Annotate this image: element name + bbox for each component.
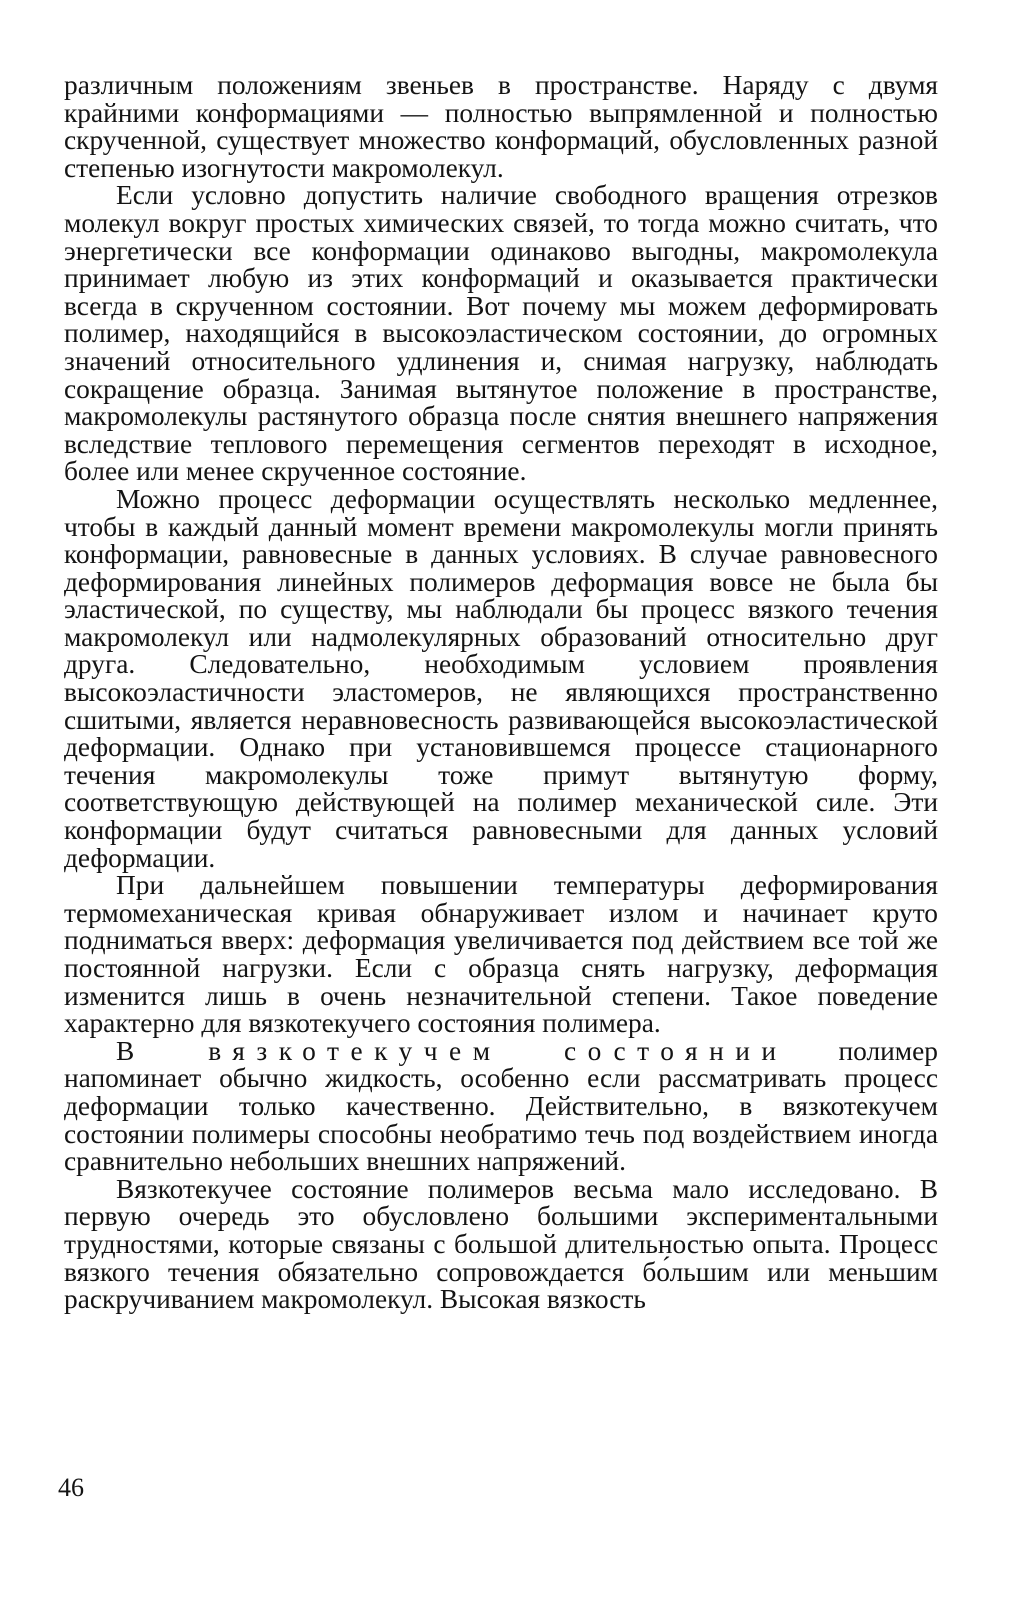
paragraph-6: Вязкотекучее состояние полимеров весьма мало исследовано. В первую очередь это обусловлено большими экспериментальными трудностями, которые связаны с большой длительностью опыта. Процесс вязкого течения обязательно сопровождается бо́льшим или меньшим раскручиванием макромолекул. Высокая вязкость — [64, 1173, 938, 1315]
page-number: 46 — [58, 1473, 84, 1502]
emphasized-term: В вязкотекучем состоянии — [116, 1035, 788, 1066]
page-body — [64, 72, 938, 1314]
paragraph-1: различным положениям звеньев в пространстве. Наряду с двумя крайними конформациями — полностью выпрямленной и полностью скрученной, существует множество конформаций, обусловленных разной степенью изогнутости макромолекул. — [64, 70, 938, 183]
paragraph-5-text: полимер напоминает обычно жидкость, особенно если рассматривать процесс деформации только качественно. Действительно, в вязкотекучем состоянии полимеры способны необратимо течь под воздействием иногда сравнительно небольших внешних напряжений. — [64, 1035, 938, 1177]
paragraph-3: Можно процесс деформации осуществлять несколько медленнее, чтобы в каждый данный момент времени макромолекулы могли принять конформации, равновесные в данных условиях. В случае равновесного деформирования линейных полимеров деформация вовсе не была бы эластической, по существу, мы наблюдали бы процесс вязкого течения макромолекул или надмолекулярных образований относительно друг друга. Следовательно, необходимым условием проявления высокоэластичности эластомеров, не являющихся пространственно сшитыми, является неравновесность развивающейся высокоэластической деформации. Однако при установившемся процессе стационарного течения макромолекулы тоже примут вытянутую форму, соответствующую действующей на полимер механической силе. Эти конформации будут считаться равновесными для данных условий деформации. — [64, 483, 938, 873]
paragraph-5 — [64, 1035, 938, 1177]
paragraph-4: При дальнейшем повышении температуры деформирования термомеханическая кривая обнаруживает излом и начинает круто подниматься вверх: деформация увеличивается под действием все той же постоянной нагрузки. Если с образца снять нагрузку, деформация изменится лишь в очень незначительной степени. Такое поведение характерно для вязкотекучего состояния полимера. — [64, 870, 938, 1039]
paragraph-2: Если условно допустить наличие свободного вращения отрезков молекул вокруг простых химических связей, то тогда можно считать, что энергетически все конформации одинаково выгодны, макромолекула принимает любую из этих конформаций и оказывается практически всегда в скрученном состоянии. Вот почему мы можем деформировать полимер, находящийся в высокоэластическом состоянии, до огромных значений относительного удлинения и, снимая нагрузку, наблюдать сокращение образца. Занимая вытянутое положение в пространстве, макромолекулы растянутого образца после снятия внешнего напряжения вследствие теплового перемещения сегментов переходят в исходное, более или менее скрученное состояние. — [64, 180, 938, 487]
